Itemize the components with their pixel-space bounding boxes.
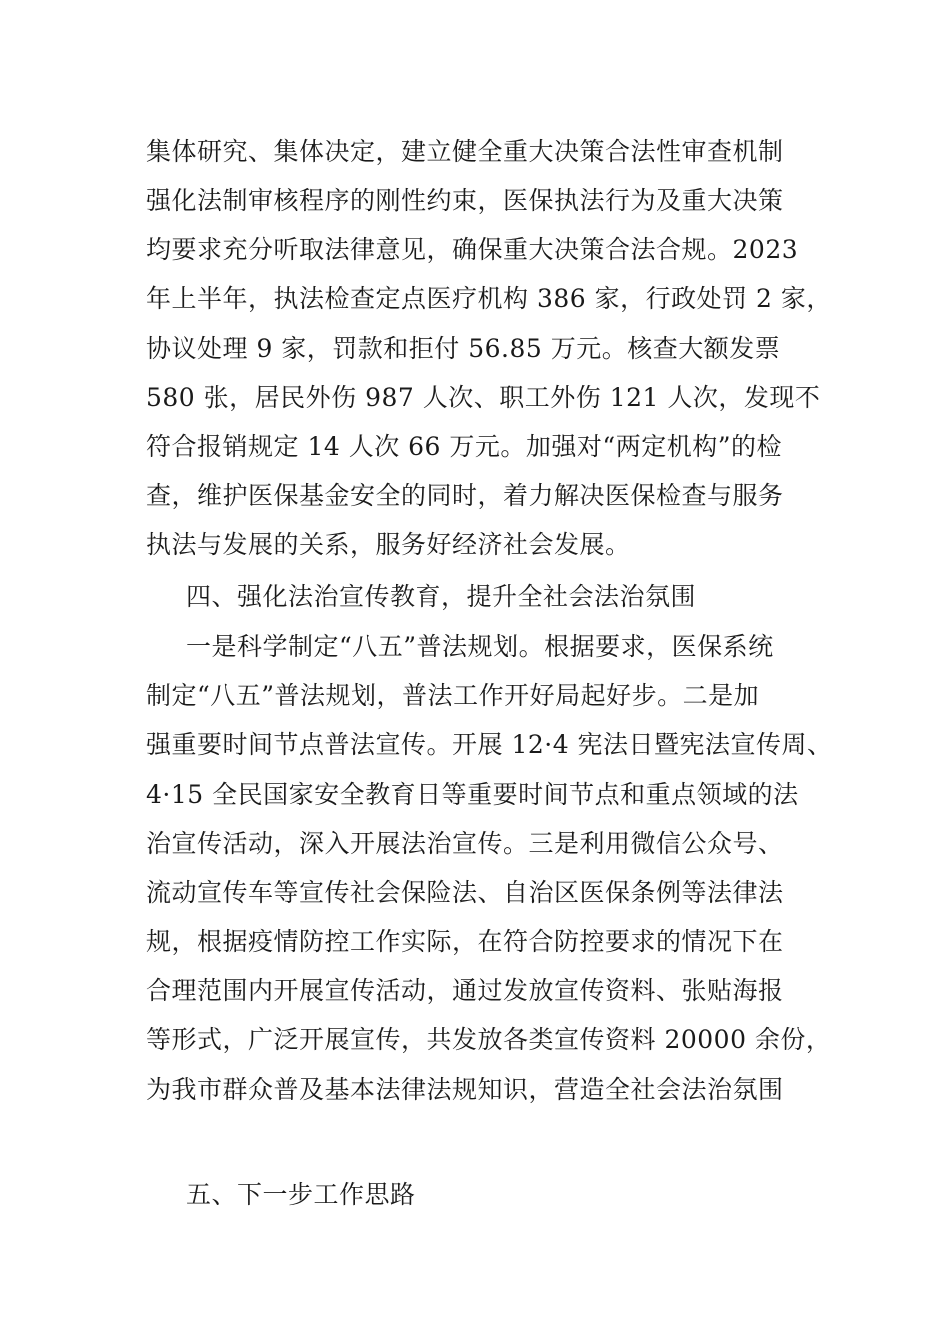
paragraph-line: 制定“八五”普法规划，普法工作开好局起好步。二是加 (146, 681, 760, 710)
paragraph-line: 合理范围内开展宣传活动，通过发放宣传资料、张贴海报 (146, 976, 784, 1005)
paragraph-line: 执法与发展的关系，服务好经济社会发展。 (146, 530, 631, 559)
section-heading-5: 五、下一步工作思路 (186, 1180, 416, 1209)
paragraph-line: 集体研究、集体决定，建立健全重大决策合法性审查机制 (146, 137, 784, 166)
paragraph-line: 580 张，居民外伤 987 人次、职工外伤 121 人次，发现不 (146, 383, 821, 412)
paragraph-line: 4·15 全民国家安全教育日等重要时间节点和重点领域的法 (146, 780, 799, 809)
paragraph-line: 均要求充分听取法律意见，确保重大决策合法合规。2023 (146, 235, 799, 264)
paragraph-line: 年上半年，执法检查定点医疗机构 386 家，行政处罚 2 家， (146, 284, 832, 313)
paragraph-line: 符合报销规定 14 人次 66 万元。加强对“两定机构”的检 (146, 432, 782, 461)
paragraph-line: 强重要时间节点普法宣传。开展 12·4 宪法日暨宪法宣传周、 (146, 730, 833, 759)
paragraph-line: 强化法制审核程序的刚性约束，医保执法行为及重大决策 (146, 186, 784, 215)
paragraph-line: 查，维护医保基金安全的同时，着力解决医保检查与服务 (146, 481, 784, 510)
paragraph-line: 为我市群众普及基本法律法规知识，营造全社会法治氛围 (146, 1075, 784, 1104)
paragraph-line: 等形式，广泛开展宣传，共发放各类宣传资料 20000 余份， (146, 1025, 832, 1054)
section-heading-4: 四、强化法治宣传教育，提升全社会法治氛围 (186, 582, 697, 611)
paragraph-line: 协议处理 9 家，罚款和拒付 56.85 万元。核查大额发票 (146, 334, 781, 363)
paragraph-line: 规，根据疫情防控工作实际，在符合防控要求的情况下在 (146, 927, 784, 956)
paragraph-line: 流动宣传车等宣传社会保险法、自治区医保条例等法律法 (146, 878, 784, 907)
paragraph-line: 一是科学制定“八五”普法规划。根据要求，医保系统 (186, 632, 774, 661)
paragraph-line: 治宣传活动，深入开展法治宣传。三是利用微信公众号、 (146, 829, 784, 858)
